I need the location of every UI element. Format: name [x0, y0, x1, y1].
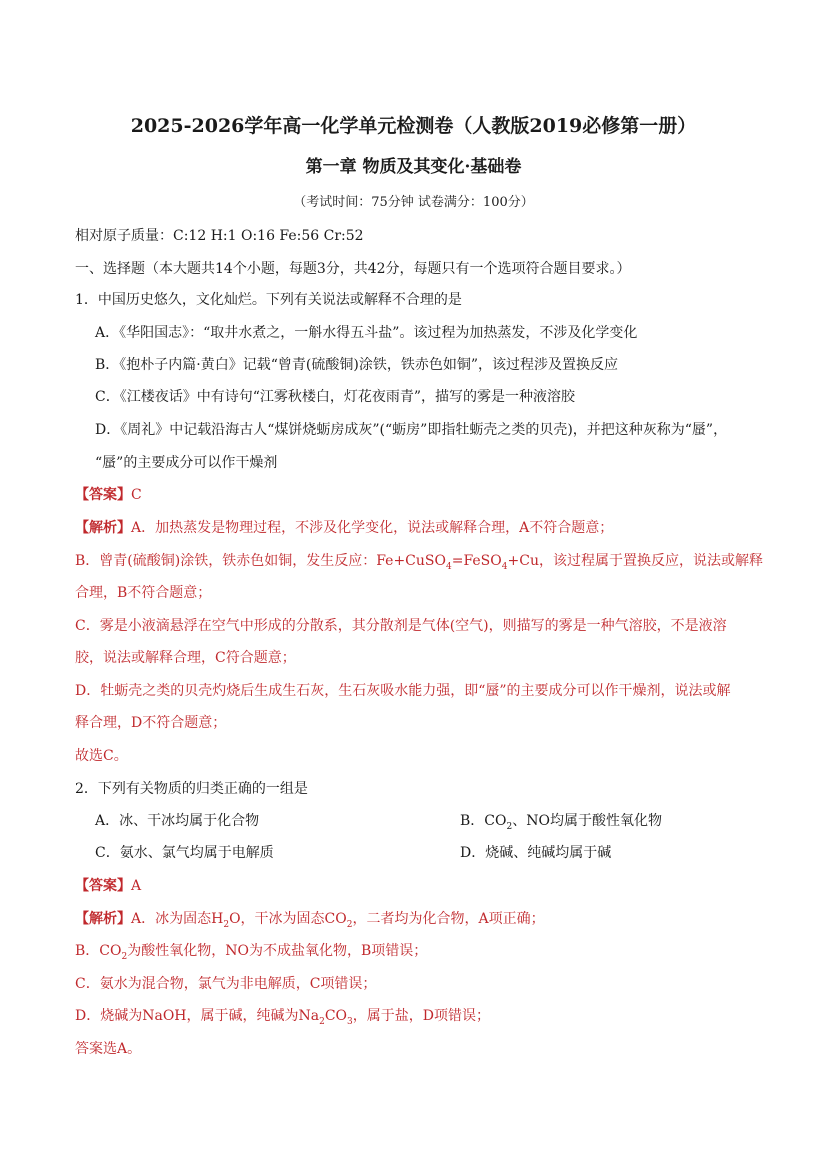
- q1-option-d-cont: “蜃”的主要成分可以作干燥剂: [95, 455, 278, 471]
- exam-time-info: （考试时间：75分钟 试卷满分：100分）: [293, 195, 534, 210]
- q2-explanation-c: C．氨水为混合物，氯气为非电解质，C项错误；: [75, 976, 377, 992]
- q1-explanation-d: D．牡蛎壳之类的贝壳灼烧后生成生石灰，生石灰吸水能力强，即“蜃”的主要成分可以作干燥剂，说法或解: [75, 683, 731, 699]
- q2-explanation-b: B．$CO_2$为酸性氧化物，NO为不成盐氧化物，B项错误；: [75, 943, 428, 962]
- q2-option-a: A．冰、干冰均属于化合物: [95, 813, 260, 829]
- q1-explanation-b-cont: 合理，B不符合题意；: [75, 585, 212, 601]
- q1-option-c: C．《江楼夜话》中有诗句“江雾秋楼白，灯花夜雨青”，描写的雾是一种液溶胶: [95, 389, 576, 405]
- q2-options-row-1: [95, 811, 752, 831]
- answer-tag: 【答案】: [75, 487, 131, 503]
- q2-explanation-d: D．烧碱为NaOH，属于碱，纯碱为$Na_2CO_3$，属于盐，D项错误；: [75, 1008, 491, 1027]
- answer-value: A: [131, 878, 142, 894]
- q2-option-d: D．烧碱、纯碱均属于碱: [460, 845, 612, 861]
- q1-explanation-c-cont: 胶，说法或解释合理，C符合题意；: [75, 650, 296, 666]
- q1-explanation-d-cont: 释合理，D不符合题意；: [75, 715, 227, 731]
- answer-value: C: [131, 487, 142, 503]
- q2-option-b: B．$CO_2$、NO均属于酸性氧化物: [460, 813, 662, 832]
- q1-explanation-c: C．雾是小液滴悬浮在空气中形成的分散系，其分散剂是气体(空气)，则描写的雾是一种气溶胶，不是液溶: [75, 618, 727, 634]
- q1-stem: 1．中国历史悠久，文化灿烂。下列有关说法或解释不合理的是: [75, 292, 462, 308]
- q1-answer: [75, 485, 752, 505]
- q1-option-b: B．《抱朴子内篇·黄白》记载“曾青(硫酸铜)涂铁，铁赤色如铜”，该过程涉及置换反应: [95, 357, 618, 373]
- q1-explanation-b: B．曾青(硫酸铜)涂铁，铁赤色如铜，发生反应：Fe+CuSO$_4$=FeSO$_4$+Cu，该过程属于置换反应，说法或解释: [75, 553, 763, 572]
- explanation-text: A．加热蒸发是物理过程，不涉及化学变化，说法或解释合理，A不符合题意；: [131, 520, 614, 536]
- atomic-mass-line: 相对原子质量：C:12 H:1 O:16 Fe:56 Cr:52: [75, 228, 364, 244]
- q1-option-a: A．《华阳国志》：“取井水煮之，一斛水得五斗盐”。该过程为加热蒸发，不涉及化学变化: [95, 325, 638, 341]
- analysis-tag: 【解析】: [75, 911, 131, 927]
- q1-explanation-a: [75, 518, 752, 538]
- chapter-subtitle: 第一章 物质及其变化·基础卷: [305, 157, 522, 177]
- section-heading: 一、选择题（本大题共14个小题，每题3分，共42分，每题只有一个选项符合题目要求。）: [75, 261, 631, 277]
- q2-options-row-2: [95, 843, 752, 863]
- analysis-tag: 【解析】: [75, 520, 131, 536]
- exam-title: 2025-2026学年高一化学单元检测卷（人教版2019必修第一册）: [130, 115, 697, 137]
- q1-option-d: D．《周礼》中记载沿海古人“煤饼烧蛎房成灰”(“蛎房”即指牡蛎壳之类的贝壳)，并把这种灰称为“蜃”，: [95, 422, 728, 438]
- q2-conclusion: 答案选A。: [75, 1041, 142, 1057]
- q2-answer: [75, 876, 752, 896]
- q2-stem: 2．下列有关物质的归类正确的一组是: [75, 781, 308, 797]
- q1-conclusion: 故选C。: [75, 748, 128, 764]
- q2-option-c: C．氨水、氯气均属于电解质: [95, 845, 274, 861]
- q2-explanation-a: 【解析】A．冰为固态$H_2O$，干冰为固态$CO_2$，二者均为化合物，A项正确；: [75, 911, 545, 930]
- answer-tag: 【答案】: [75, 878, 131, 894]
